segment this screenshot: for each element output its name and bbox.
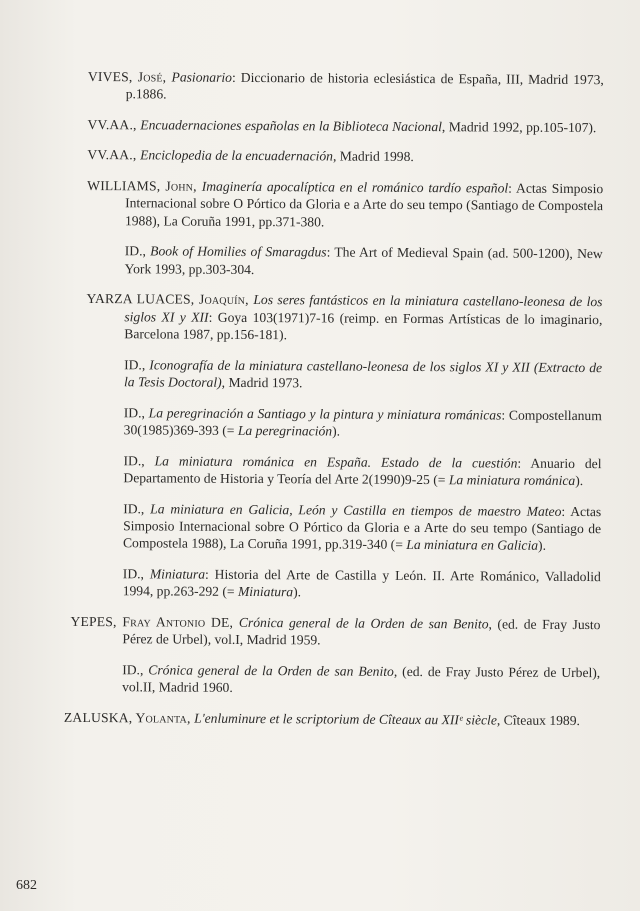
bibliography-sub-entry [87,242,603,280]
entry-details: : Diccionario de historia eclesiástica de España, III, Madrid 1973, p.1886. [125,69,604,102]
entry-title: L'enluminure et le scriptorium de Cîteaux au XIIᵉ siècle [194,710,497,728]
bibliography-entry [88,116,604,136]
entry-author: YEPES, Fray Antonio DE, [70,613,239,630]
entry-author: VV.AA., [87,147,141,163]
entry-author: ID., [122,566,150,582]
entry-details: , Cîteaux 1989. [496,712,581,728]
entry-title: La miniatura románica en España. Estado de la cuestión [154,453,518,471]
entry-title: Book of Homilies of Smaragdus [150,243,327,260]
entry-author: ID., [123,404,149,420]
entry-author: ID., [124,243,151,259]
entry-title: Los seres fantásticos en la miniatura castellano-leonesa de los siglos XI y XII [124,292,603,325]
entry-title: Crónica general de la Orden de san Benito [148,662,394,679]
bibliography-sub-entry [85,452,601,490]
bibliography-sub-entry [86,404,602,442]
entry-title: Pasionario [171,69,233,85]
bibliography-sub-entry [84,661,600,699]
entry-closing: ). [538,537,547,553]
bibliography-entry [70,613,600,651]
entry-author: ID., [122,662,149,678]
entry-author: YARZA LUACES, Joaquín, [86,291,254,308]
entry-author: ID., [123,452,155,469]
bibliography-sub-entry [85,565,601,603]
entry-author: VIVES, José, [87,68,172,85]
entry-author: ID., [123,500,151,516]
entry-closing: ). [575,472,584,488]
entry-details: : Actas Simposio Internacional sobre O Pórtico da Gloria e a Arte do seu tempo (Santiago de Compostela 1988), La Coruña 1991, pp.319-340 (= [122,503,602,552]
entry-title: Miniatura [149,566,206,582]
bibliography-sub-entry [85,500,601,555]
entry-details: , Madrid 1998. [332,148,414,165]
bibliography-entry [86,290,602,345]
entry-closing: ). [332,423,341,439]
entry-author: VV.AA., [87,116,141,132]
entry-details: : Compostellanum 30(1985)369-393 (= [123,407,602,438]
bibliography-sub-entry [86,356,602,394]
entry-author: ID., [124,356,150,372]
entry-title: Encuadernaciones españolas en la Biblioteca Nacional [140,116,442,134]
entry-title: Enciclopedia de la encuadernación [140,147,334,164]
entry-details: : Goya 103(1971)7-16 (reimp. en Formas Artísticas de lo imaginario, Barcelona 1987, pp.156-181). [124,309,603,343]
bibliography-entry [87,177,603,232]
bibliography-entry [87,146,603,166]
entry-author: ZALUSKA, Yolanta, [63,709,195,726]
bibliography-entry [64,709,600,729]
entry-details: , Madrid 1973. [221,374,303,391]
entry-details: : Actas Simposio Internacional sobre O Pórtico da Gloria e a Arte do seu tempo (Santiago de Compostela 1988), La Coruña 1991, pp.371-380. [124,180,604,230]
page-number: 682 [16,878,37,893]
bibliography-entry [88,68,604,106]
entry-details: , Madrid 1992, pp.105-107). [441,118,597,135]
entry-short-title: La peregrinación [237,422,333,439]
entry-title: Imaginería apocalíptica en el románico tardío español [201,178,509,196]
entry-title: La peregrinación a Santiago y la pintura y miniatura románicas [148,404,502,423]
entry-short-title: La miniatura en Galicia [406,536,539,553]
entry-details: , (ed. de Fray Justo Pérez de Urbel), vol.I, Madrid 1959. [122,616,601,648]
entry-title: La miniatura en Galicia, León y Castilla en tiempos de maestro Mateo [150,500,562,519]
entry-author: WILLIAMS, John, [87,178,202,194]
bibliography-list [63,54,604,737]
entry-details: : The Art of Medieval Spain (ad. 500-1200), New York 1993, pp.303-304. [124,244,603,277]
entry-short-title: La miniatura románica [448,472,576,488]
entry-title: Crónica general de la Orden de san Benito [238,614,489,632]
entry-details: : Anuario del Departamento de Historia y Teoría del Arte 2(1990)9-25 (= [123,455,602,488]
entry-details: , (ed. de Fray Justo Pérez de Urbel), vol.II, Madrid 1960. [122,663,601,695]
entry-title: Iconografía de la miniatura castellano-leonesa de los siglos XI y XII (Extracto de la Tesis Doctoral) [123,356,603,390]
entry-closing: ). [293,584,302,600]
entry-short-title: Miniatura [237,583,294,600]
entry-details: : Historia del Arte de Castilla y León. II. Arte Románico, Valladolid 1994, pp.263-292 (= [122,566,601,599]
